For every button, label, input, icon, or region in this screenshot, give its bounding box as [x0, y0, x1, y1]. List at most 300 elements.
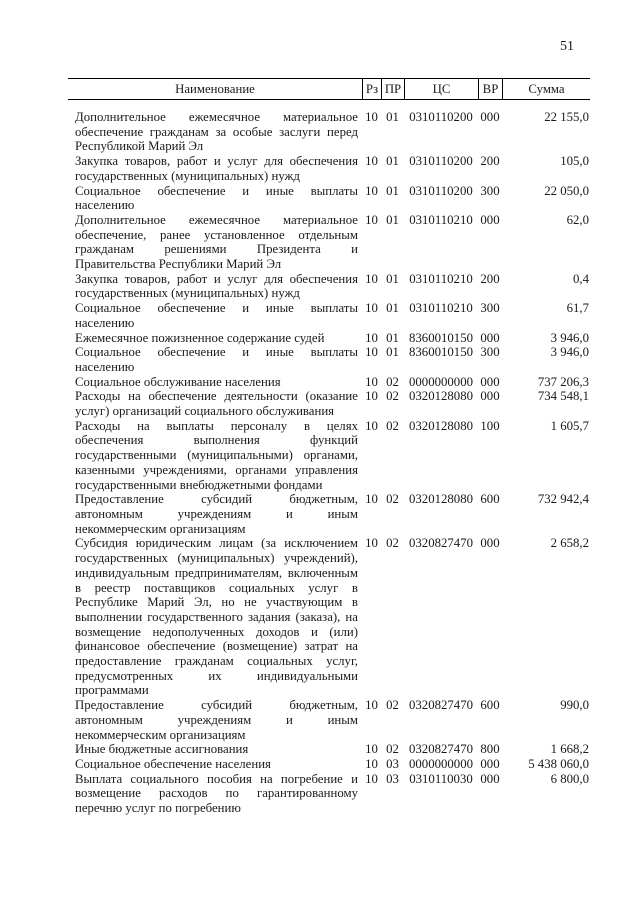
row-name-line — [75, 110, 358, 125]
row-name-line — [75, 772, 358, 787]
word: для — [264, 154, 283, 169]
subsection-code: 01 — [386, 271, 399, 286]
word: (заказа), — [295, 609, 341, 624]
word: учреждениям — [177, 712, 252, 727]
subsection-code: 01 — [386, 110, 399, 124]
row-name-line — [75, 698, 358, 713]
word: на — [345, 639, 358, 654]
word: погребение — [280, 771, 343, 786]
word: обеспечение — [147, 639, 216, 654]
row-name — [68, 331, 362, 346]
section-code: 10 — [365, 110, 378, 124]
word: и — [213, 154, 221, 169]
amount: 734 548,1 — [537, 389, 589, 404]
expense-type-code: 000 — [480, 212, 500, 227]
word: на — [128, 389, 141, 404]
section-code: 10 — [365, 698, 378, 713]
row-name-line: программами — [75, 683, 149, 698]
table-body — [68, 110, 590, 816]
word: участвующим — [266, 595, 343, 610]
word: учреждений), — [284, 551, 358, 566]
word: учреждениями, — [143, 462, 227, 477]
row-name — [68, 742, 362, 757]
word: в — [351, 595, 358, 610]
row-name-line — [75, 786, 358, 801]
header-name: Наименование — [175, 82, 255, 96]
row-name-line: государственных (муниципальных) нужд — [75, 168, 300, 183]
row-name — [68, 757, 362, 772]
target-article-code: 0310110030 — [409, 771, 473, 786]
row-name-line — [75, 625, 358, 640]
table-row — [68, 213, 590, 272]
row-name-line — [75, 463, 358, 478]
word: индивидуальными — [256, 668, 358, 683]
word: иные — [265, 183, 294, 198]
word: Эл, — [193, 595, 212, 610]
word: Марий — [147, 595, 185, 610]
word: особые — [232, 124, 273, 139]
section-code: 10 — [365, 330, 378, 345]
row-name — [68, 492, 362, 536]
amount: 3 946,0 — [550, 345, 589, 360]
word: ежемесячное — [188, 110, 261, 124]
row-name-line — [75, 595, 358, 610]
word: обеспечение — [157, 345, 226, 360]
word: Субсидия — [75, 536, 128, 551]
header-target-article: ЦС — [404, 79, 478, 99]
amount: 3 946,0 — [550, 330, 589, 345]
table-row — [68, 375, 590, 390]
word: не — [244, 595, 257, 610]
word: на — [260, 771, 273, 786]
subsection-code: 01 — [386, 154, 399, 169]
word: установленное — [204, 227, 285, 242]
word: ежемесячное — [188, 212, 261, 227]
row-name-line: некоммерческим организациям — [75, 521, 246, 536]
row-name-line — [75, 184, 358, 199]
section-code: 10 — [365, 301, 378, 316]
amount: 61,7 — [566, 301, 589, 316]
row-name-line: Ежемесячное пожизненное содержание судей — [75, 330, 325, 345]
row-name — [68, 536, 362, 698]
target-article-code: 0310110210 — [409, 301, 473, 316]
row-name-line: Социальное обслуживание населения — [75, 374, 281, 389]
amount: 22 050,0 — [544, 183, 589, 198]
expense-type-code: 000 — [480, 330, 500, 345]
amount: 737 206,3 — [537, 374, 589, 389]
word: реестр — [94, 580, 131, 595]
row-name-line — [75, 125, 358, 140]
table-row — [68, 184, 590, 213]
row-name-line — [75, 507, 358, 522]
target-article-code: 0310110200 — [409, 110, 473, 124]
word: товаров, — [124, 154, 171, 169]
row-name-line: населению — [75, 198, 135, 213]
section-code: 10 — [365, 154, 378, 169]
section-code: 10 — [365, 374, 378, 389]
word: казенными — [75, 462, 135, 477]
word: поставщиков — [144, 580, 216, 595]
target-article-code: 0320827470 — [409, 698, 473, 713]
word: исключением — [284, 536, 358, 551]
table-row — [68, 331, 590, 346]
table-row — [68, 536, 590, 698]
header-expense-type: ВР — [478, 79, 502, 99]
row-name-line — [75, 610, 358, 625]
word: Закупка — [75, 154, 119, 169]
word: и — [351, 771, 358, 786]
row-name-line — [75, 345, 358, 360]
row-name-line — [75, 536, 358, 551]
row-name — [68, 110, 362, 154]
table-row — [68, 389, 590, 418]
section-code: 10 — [365, 742, 378, 757]
word: выплаты — [310, 345, 358, 360]
word: целях — [326, 418, 358, 433]
word: выплаты — [310, 183, 358, 198]
row-name-line — [75, 566, 358, 581]
subsection-code: 01 — [386, 212, 399, 227]
table-row — [68, 698, 590, 742]
word: органами, — [303, 448, 358, 463]
amount: 105,0 — [560, 154, 589, 169]
word: обеспечение, — [75, 227, 147, 242]
target-article-code: 0310110210 — [409, 271, 473, 286]
amount: 22 155,0 — [544, 110, 589, 124]
word: Расходы — [75, 418, 121, 433]
word: государственных — [75, 551, 168, 566]
word: включенным — [287, 565, 358, 580]
word: предусмотренных — [75, 668, 174, 683]
amount: 6 800,0 — [550, 771, 589, 786]
target-article-code: 0310110200 — [409, 154, 473, 169]
subsection-code: 02 — [386, 492, 399, 507]
word: социального — [130, 771, 199, 786]
word: учреждениям — [177, 506, 252, 521]
word: заслуги — [279, 124, 321, 139]
row-name — [68, 213, 362, 272]
word: финансовое — [75, 639, 140, 654]
word: гражданам — [149, 124, 209, 139]
word: обеспечение — [148, 389, 217, 404]
section-code: 10 — [365, 345, 378, 360]
word: Дополнительное — [75, 212, 166, 227]
target-article-code: 0320128080 — [409, 418, 473, 433]
word: лицам — [219, 536, 254, 551]
amount: 732 942,4 — [537, 492, 589, 507]
word: (оказание — [305, 389, 358, 404]
word: Закупка — [75, 271, 119, 286]
word: Выплата — [75, 771, 123, 786]
word: и — [242, 183, 250, 198]
word: деятельности — [224, 389, 298, 404]
word: услуг — [308, 580, 339, 595]
expense-type-code: 000 — [480, 389, 500, 404]
row-name — [68, 154, 362, 183]
table-row — [68, 154, 590, 183]
word: гражданам — [174, 654, 234, 669]
row-name-line: некоммерческим организациям — [75, 727, 246, 742]
word: на — [345, 609, 358, 624]
word: (за — [261, 536, 277, 551]
expense-type-code: 000 — [480, 374, 500, 389]
word: иные — [265, 345, 294, 360]
row-name-line — [75, 639, 358, 654]
word: перед — [327, 124, 358, 139]
word: услуг — [227, 271, 258, 286]
expense-type-code: 300 — [480, 301, 500, 316]
word: доходов — [255, 624, 300, 639]
row-name-line — [75, 213, 358, 228]
expense-type-code: 000 — [480, 756, 500, 771]
word: затрат — [304, 639, 339, 654]
row-name-line — [75, 492, 358, 507]
word: обеспечение — [75, 124, 144, 139]
subsection-code: 01 — [386, 301, 399, 316]
word: (муниципальными) — [187, 448, 293, 463]
word: управления — [295, 462, 358, 477]
word: пособия — [207, 771, 252, 786]
word: их — [208, 668, 222, 683]
row-name — [68, 272, 362, 301]
word: и — [310, 624, 318, 639]
word: расходов — [159, 786, 208, 801]
row-name-line — [75, 551, 358, 566]
subsection-code: 01 — [386, 345, 399, 360]
word: материальное — [283, 110, 358, 124]
word: и — [285, 712, 293, 727]
subsection-code: 02 — [386, 374, 399, 389]
table-row — [68, 757, 590, 772]
section-code: 10 — [365, 271, 378, 286]
row-name — [68, 184, 362, 213]
row-name-line — [75, 654, 358, 669]
expense-type-code: 200 — [480, 154, 500, 169]
row-name-line — [75, 448, 358, 463]
row-name-line: Социальное обеспечение населения — [75, 756, 271, 771]
target-article-code: 0320128080 — [409, 389, 473, 404]
row-name-line — [75, 433, 358, 448]
row-name-line — [75, 389, 358, 404]
subsection-code: 01 — [386, 183, 399, 198]
amount: 5 438 060,0 — [528, 756, 589, 771]
word: задания — [247, 609, 291, 624]
target-article-code: 0320128080 — [409, 492, 473, 507]
word: отдельным — [298, 227, 358, 242]
section-code: 10 — [365, 492, 378, 507]
word: иные — [265, 301, 294, 316]
row-name — [68, 419, 362, 493]
subsection-code: 03 — [386, 756, 399, 771]
word: иным — [327, 712, 358, 727]
subsection-code: 02 — [386, 389, 399, 404]
word: гарантированному — [256, 786, 358, 801]
word: и — [351, 242, 358, 257]
word: материальное — [283, 212, 358, 227]
word: ранее — [160, 227, 191, 242]
word: Президента — [256, 242, 321, 257]
word: выплаты — [310, 301, 358, 316]
word: выполнении — [75, 609, 143, 624]
word: автономным — [75, 712, 143, 727]
word: и — [285, 506, 293, 521]
word: (муниципальных) — [177, 551, 275, 566]
section-code: 10 — [365, 212, 378, 227]
word: предоставление — [75, 654, 162, 669]
row-name-line — [75, 272, 358, 287]
row-name-line: Республикой Марий Эл — [75, 139, 204, 154]
subsection-code: 02 — [386, 418, 399, 433]
word: Социальное — [75, 345, 141, 360]
row-name-line: услуг) организаций социального обслуживания — [75, 404, 335, 419]
word: бюджетным, — [289, 698, 358, 713]
word: Дополнительное — [75, 110, 166, 124]
row-name-line — [75, 154, 358, 169]
target-article-code: 0000000000 — [409, 374, 473, 389]
word: Предоставление — [75, 492, 164, 507]
expense-type-code: 000 — [480, 536, 500, 551]
word: но — [221, 595, 235, 610]
word: выполнения — [193, 433, 260, 448]
word: обеспечения — [75, 433, 144, 448]
section-code: 10 — [365, 536, 378, 551]
section-code: 10 — [365, 756, 378, 771]
row-name-line — [75, 228, 358, 243]
row-name — [68, 301, 362, 330]
word: обеспечение — [157, 301, 226, 316]
amount: 62,0 — [566, 212, 589, 227]
section-code: 10 — [365, 389, 378, 404]
word: решениями — [164, 242, 227, 257]
subsection-code: 03 — [386, 771, 399, 786]
table-row — [68, 492, 590, 536]
row-name-line: Иные бюджетные ассигнования — [75, 742, 249, 757]
amount: 990,0 — [560, 698, 589, 713]
word: работ — [176, 271, 208, 286]
row-name-line — [75, 713, 358, 728]
word: государственными — [75, 448, 177, 463]
word: товаров, — [124, 271, 171, 286]
word: обеспечения — [289, 154, 358, 169]
target-article-code: 8360010150 — [409, 345, 473, 360]
word: Социальное — [75, 183, 141, 198]
word: индивидуальным — [75, 565, 170, 580]
word: субсидий — [201, 698, 253, 713]
table-row — [68, 345, 590, 374]
target-article-code: 0000000000 — [409, 756, 473, 771]
subsection-code: 01 — [386, 330, 399, 345]
row-name — [68, 698, 362, 742]
amount: 1 605,7 — [550, 418, 589, 433]
table-header — [68, 78, 590, 100]
expense-type-code: 300 — [480, 183, 500, 198]
word: для — [264, 271, 283, 286]
word: иным — [327, 506, 358, 521]
word: обеспечения — [289, 271, 358, 286]
table-row — [68, 419, 590, 493]
row-name-line: населению — [75, 315, 135, 330]
section-code: 10 — [365, 418, 378, 433]
expense-type-code: 000 — [480, 771, 500, 786]
page-number: 51 — [560, 39, 574, 54]
header-subsection: ПР — [381, 79, 404, 99]
word: государственного — [147, 609, 243, 624]
word: в — [351, 580, 358, 595]
amount: 1 668,2 — [550, 742, 589, 757]
word: социальных — [247, 654, 313, 669]
row-name-line — [75, 242, 358, 257]
word: работ — [176, 154, 208, 169]
word: в — [303, 418, 310, 433]
row-name-line: государственных (муниципальных) нужд — [75, 286, 300, 301]
row-name-line — [75, 581, 358, 596]
subsection-code: 02 — [386, 536, 399, 551]
word: выплаты — [166, 418, 214, 433]
table-row — [68, 272, 590, 301]
subsection-code: 02 — [386, 698, 399, 713]
row-name-line — [75, 669, 358, 684]
word: на — [137, 418, 150, 433]
word: бюджетным, — [289, 492, 358, 507]
word: Предоставление — [75, 698, 164, 713]
word: услуг — [227, 154, 258, 169]
word: Расходы — [75, 389, 121, 404]
word: услуг, — [326, 654, 358, 669]
expense-type-code: 300 — [480, 345, 500, 360]
expense-type-code: 600 — [480, 492, 500, 507]
row-name-line: населению — [75, 359, 135, 374]
table-row — [68, 772, 590, 816]
row-name-line — [75, 419, 358, 434]
word: юридическим — [135, 536, 212, 551]
word: возмещение — [75, 786, 141, 801]
row-name — [68, 375, 362, 390]
section-code: 10 — [365, 771, 378, 786]
table-row — [68, 742, 590, 757]
expense-type-code: 600 — [480, 698, 500, 713]
word: Социальное — [75, 301, 141, 316]
subsection-code: 02 — [386, 742, 399, 757]
header-section: Рз — [362, 79, 381, 99]
word: и — [242, 301, 250, 316]
word: гражданам — [75, 242, 134, 257]
word: возмещение — [75, 624, 141, 639]
amount: 0,4 — [573, 271, 589, 286]
word: предпринимателям, — [174, 565, 283, 580]
row-name-line — [75, 301, 358, 316]
table-row — [68, 301, 590, 330]
expense-type-code: 100 — [480, 418, 500, 433]
expense-type-code: 200 — [480, 271, 500, 286]
word: Республике — [75, 595, 138, 610]
word: за — [215, 124, 227, 139]
target-article-code: 0320827470 — [409, 536, 473, 551]
word: функций — [310, 433, 358, 448]
budget-table — [68, 78, 590, 816]
word: в — [75, 580, 82, 595]
word: органами — [235, 462, 287, 477]
target-article-code: 0310110200 — [409, 183, 473, 198]
target-article-code: 0310110210 — [409, 212, 473, 227]
row-name-line: государственными внебюджетными фондами — [75, 477, 323, 492]
header-amount: Сумма — [502, 79, 590, 99]
expense-type-code: 800 — [480, 742, 500, 757]
word: по — [225, 786, 239, 801]
word: автономным — [75, 506, 143, 521]
expense-type-code: 000 — [480, 110, 500, 124]
word: и — [242, 345, 250, 360]
word: и — [213, 271, 221, 286]
